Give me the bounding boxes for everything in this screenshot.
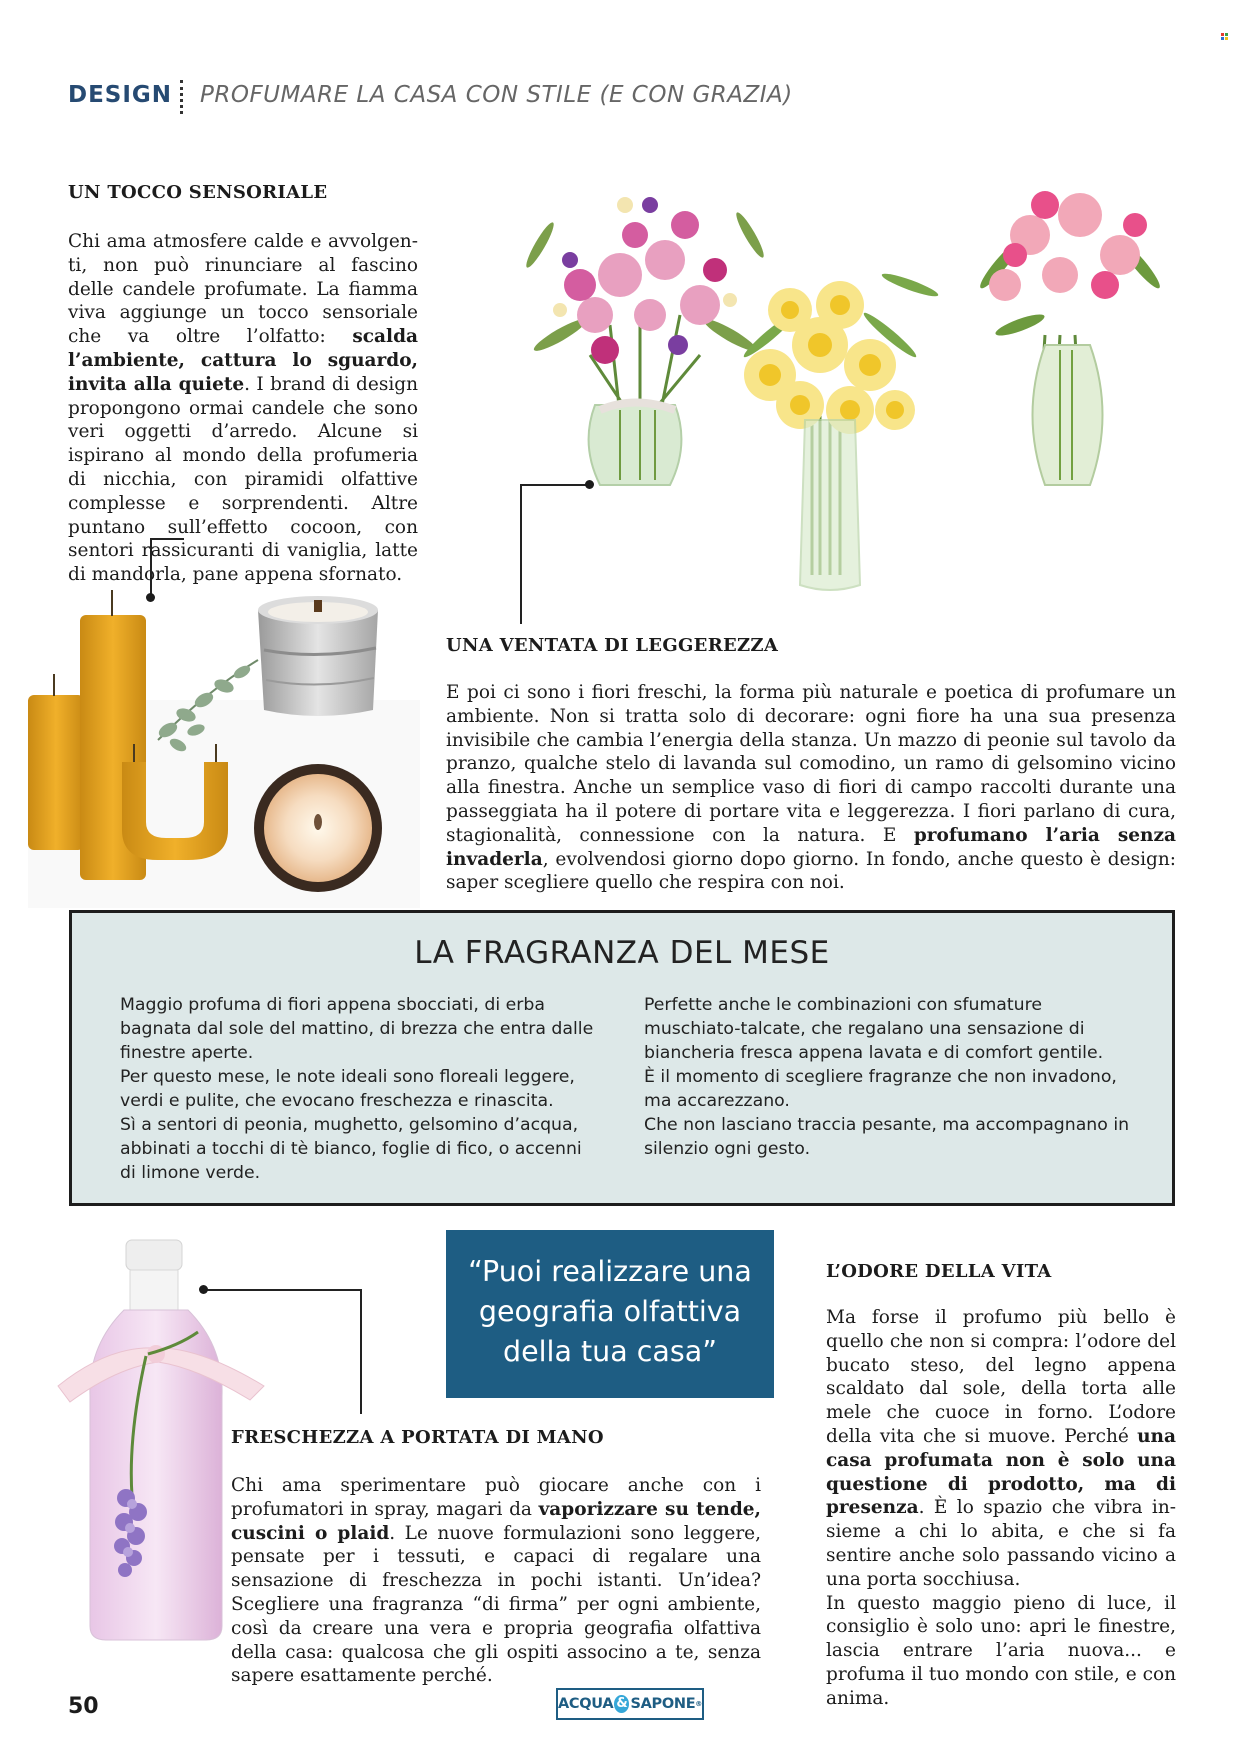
fragrance-paragraph: Maggio profuma di fiori appena sbocciati, di erba bagnata dal sole del mattino, di brezza che entra dalle finestre aperte. xyxy=(120,995,594,1063)
pointer-dot-candles xyxy=(146,593,155,602)
brand-logo: ACQUA & SAPONE ® xyxy=(556,1688,704,1720)
pointer-dot-flowers xyxy=(585,480,594,489)
corner-color-mark xyxy=(1221,33,1228,40)
fragrance-right-column xyxy=(644,993,1134,1161)
candles-image xyxy=(28,590,420,908)
section-label: DESIGN xyxy=(68,82,173,108)
pointer-dot-spray xyxy=(199,1285,208,1294)
pull-quote: “Puoi realizzare una geografia olfattiva della tua casa” xyxy=(446,1230,774,1398)
section-heading-freschezza: FRESCHEZZA A PORTATA DI MANO xyxy=(231,1427,604,1448)
section-heading-ventata-leggerezza: UNA VENTATA DI LEGGEREZZA xyxy=(446,635,779,656)
article-text-tocco-sensoriale: Chi ama atmosfere calde e avvolgenti, non può rinunciare al fascino delle candele profumate. La fiamma viva aggiunge un tocco sensoriale che va oltre l’olfatto: scalda l’ambiente, cattura lo sguardo, invita alla quiete. I brand di design propongono ormai candele che sono veri oggetti d’arredo. Alcune si ispirano al mondo della profumeria di nicchia, con piramidi olfattive complesse e sorprendenti. Altre puntano sull’effetto cocoon, con sentori rassicuranti di vaniglia, latte di mandorla, pane appena sfornato. xyxy=(68,231,419,586)
section-heading-odore-vita: L’ODORE DELLA VITA xyxy=(826,1261,1052,1282)
pointer-line-spray-h xyxy=(205,1289,362,1291)
pointer-line-flowers-v xyxy=(520,484,522,624)
page-title: PROFUMARE LA CASA CON STILE (E CON GRAZIA) xyxy=(200,82,793,108)
pointer-line-spray-v xyxy=(360,1289,362,1414)
pointer-line-flowers-h xyxy=(520,484,588,486)
fragrance-paragraph: È il momento di scegliere fragranze che non invadono, ma accarezzano. xyxy=(644,1067,1117,1111)
fragrance-of-month-box xyxy=(69,910,1175,1206)
article-text-ventata-leggerezza: E poi ci sono i fiori freschi, la forma più naturale e poetica di profumare un ambiente. Non si tratta solo di decorare: ogni fiore ha una sua presenza invisibile che cambia l’energia della stanza. Un mazzo di peonie sul tavolo da pranzo, qualche stelo di lavanda sul comodino, un ramo di gelsomino vicino alla finestra. Anche un semplice vaso di fiori di campo raccolti durante una passeggiata ha il potere di portare vita e leggerezza. I fiori parlano di cura, stagionalità, connessione con la natura. E profumano l’aria senza invaderla, evolvendosi giorno dopo giorno. In fondo, anche questo è design: saper scegliere quello che respira con noi. xyxy=(446,682,1176,894)
fragrance-paragraph: Per questo mese, le note ideali sono floreali leggere, verdi e pulite, che evocano freschezza e rinascita. xyxy=(120,1067,575,1111)
fragrance-paragraph: Perfette anche le combinazioni con sfumature muschiato-talcate, che regalano una sensazione di biancheria fresca appena lavata e di comfort gentile. xyxy=(644,995,1104,1063)
fragrance-paragraph: Che non lasciano traccia pesante, ma accompagnano in silenzio ogni gesto. xyxy=(644,1115,1130,1159)
article-text-odore-vita: Ma forse il profumo più bello è quello che non si compra: l’odore del bucato steso, del legno appena scaldato dal sole, della torta alle mele che cuoce in forno. L’odore della vita che si muove. Perché una casa profumata non è solo una questione di prodotto, ma di presenza. È lo spazio che vibra insieme a chi lo abita, e che si fa sentire anche solo passando vicino a una porta socchiusa. In questo maggio pieno di luce, il consiglio è solo uno: apri le finestre, lascia entrare l’aria nuova... e profuma il tuo mondo con stile, e con anima. xyxy=(826,1307,1176,1709)
flowers-vases-image xyxy=(500,165,1170,670)
fragrance-left-column xyxy=(120,993,598,1185)
article-text-freschezza: Chi ama sperimentare può giocare anche con i profumatori in spray, magari da vaporizzare su tende, cuscini o plaid. Le nuove formulazioni sono leggere, pensate per i tessuti, e capaci di regalare una sensazione di freschezza in pochi istanti. Un’idea? Scegliere una fragranza “di firma” per ogni ambiente, così da creare una vera e propria geografia olfattiva della casa: qualcosa che gli ospiti associno a te, senza sapere esattamente perché. xyxy=(231,1475,761,1687)
header-divider xyxy=(180,80,183,114)
pointer-line-candles-v xyxy=(150,538,152,596)
pointer-line-candles-h xyxy=(150,538,184,540)
fragrance-paragraph: Sì a sentori di peonia, mughetto, gelsomino d’acqua, abbinati a tocchi di tè bianco, foglie di fico, o accenni di limone verde. xyxy=(120,1115,582,1183)
section-heading-tocco-sensoriale: UN TOCCO SENSORIALE xyxy=(68,182,328,203)
page-number: 50 xyxy=(68,1694,99,1719)
fragrance-box-title: LA FRAGRANZA DEL MESE xyxy=(414,935,830,971)
